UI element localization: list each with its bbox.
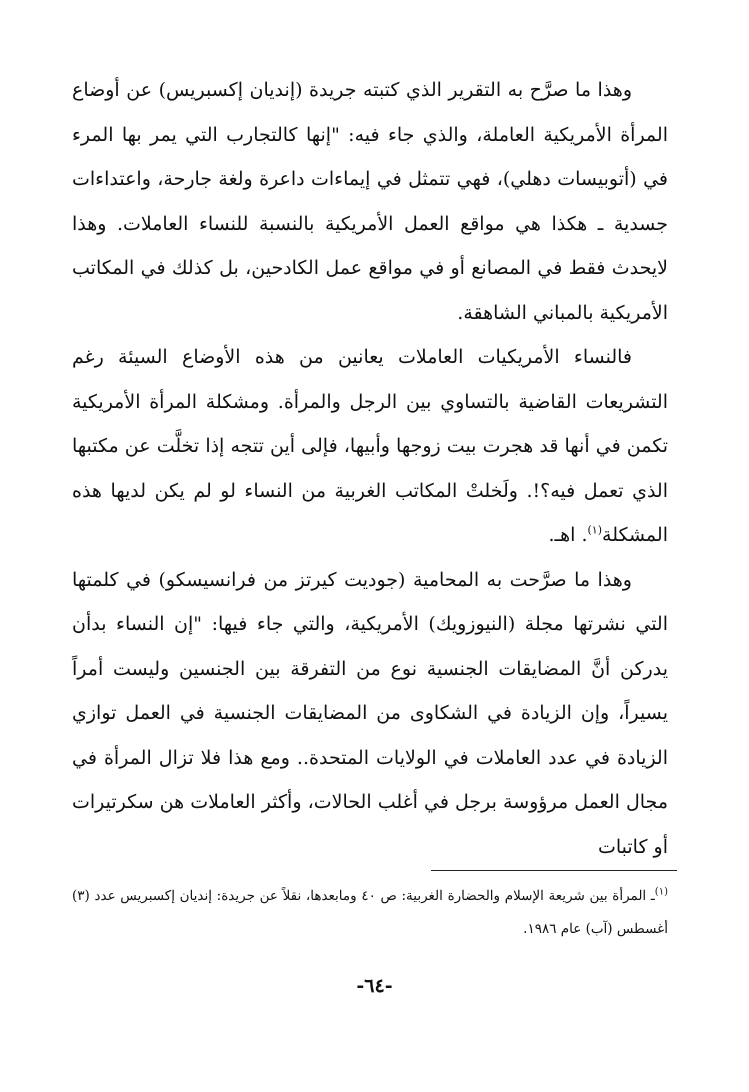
paragraph-3: [72, 558, 668, 870]
footnote-reference: (١): [587, 523, 603, 537]
footnote-divider: [431, 870, 677, 871]
footnote: [72, 880, 668, 946]
paragraph-3-text: وهذا ما صرَّحت به المحامية (جوديت كيرتز من فرانسيسكو) في كلمتها التي نشرتها مجلة (النيوزويك) الأمريكية، والتي جاء فيها: "إن النساء بدأن يدركن أنَّ المضايقات الجنسية نوع من التفرقة بين الجنسين وليست أمراً يسيراً، وإن الزيادة في الشكاوى من المضايقات الجنسية في العمل توازي الزيادة في عدد العاملات في الولايات المتحدة.. ومع هذا فلا تزال المرأة في مجال العمل مرؤوسة برجل في أغلب الحالات، وأكثر العاملات هن سكرتيرات أو كاتبات: [72, 568, 668, 858]
paragraph-2: [72, 335, 668, 558]
footnote-text: ـ المرأة بين شريعة الإسلام والحضارة الغربية: ص ٤٠ ومابعدها، نقلاً عن جريدة: إنديان إكسبريس عدد (٣) أغسطس (آب) عام ١٩٨٦.: [72, 888, 668, 937]
footnote-paragraph: [72, 880, 668, 946]
paragraph-1-text: وهذا ما صرَّح به التقرير الذي كتبته جريدة (إنديان إكسبريس) عن أوضاع المرأة الأمريكية العاملة، والذي جاء فيه: "إنها كالتجارب التي يمر بها المرء في (أتوبيسات دهلي)، فهي تتمثل في إيماءات داعرة ولغة جارحة، واعتداءات جسدية ـ هكذا هي مواقع العمل الأمريكية بالنسبة للنساء العاملات. وهذا لايحدث فقط في المصانع أو في مواقع عمل الكادحين، بل كذلك في المكاتب الأمريكية بالمباني الشاهقة.: [72, 79, 668, 324]
paragraph-2-tail: . اهـ.: [548, 524, 588, 546]
paragraph-1: [72, 68, 668, 335]
page-number: -٦٤-: [356, 975, 393, 997]
footnote-mark: (١): [654, 886, 668, 898]
main-text: [72, 68, 668, 869]
paragraph-2-text: فالنساء الأمريكيات العاملات يعانين من هذه الأوضاع السيئة رغم التشريعات القاضية بالتساوي بين الرجل والمرأة. ومشكلة المرأة الأمريكية تكمن في أنها قد هجرت بيت زوجها وأبيها، فإلى أين تتجه إذا تخلَّت عن مكتبها الذي تعمل فيه؟!. ولَخلتْ المكاتب الغربية من النساء لو لم يكن لديها هذه المشكلة: [72, 346, 668, 546]
